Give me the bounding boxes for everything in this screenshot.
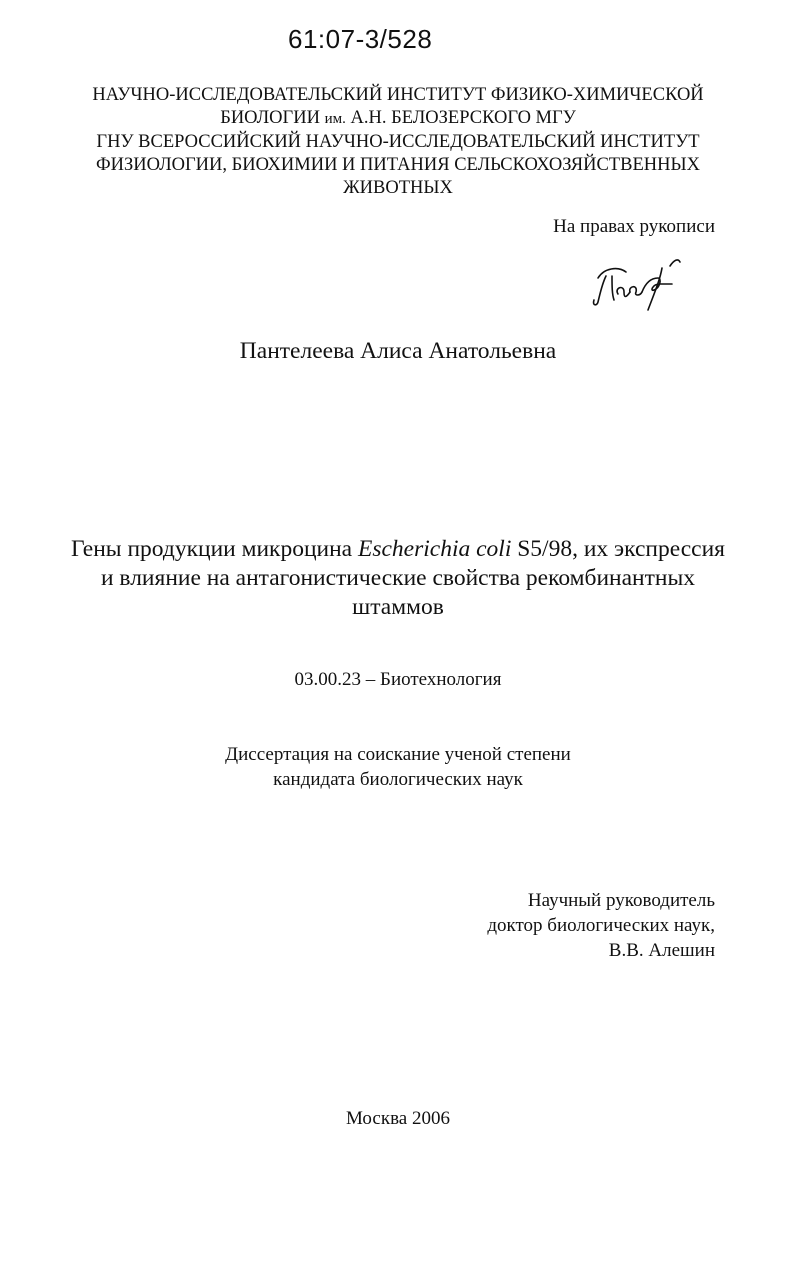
- degree-line-2: кандидата биологических наук: [273, 769, 523, 790]
- supervisor-line-1: Научный руководитель: [527, 890, 715, 911]
- institution-line-2a: БИОЛОГИИ: [220, 108, 325, 128]
- supervisor-line-2: доктор биологических наук,: [487, 915, 715, 936]
- supervisor-block: [487, 888, 715, 963]
- title-species: Escherichia coli: [358, 536, 512, 562]
- signature-icon: [588, 254, 684, 316]
- author-name: Пантелеева Алиса Анатольевна: [239, 338, 557, 364]
- institution-block: [60, 84, 736, 200]
- institution-line-1: НАУЧНО-ИССЛЕДОВАТЕЛЬСКИЙ ИНСТИТУТ ФИЗИКО-ХИМИЧЕСКОЙ: [92, 85, 704, 105]
- institution-line-4: ФИЗИОЛОГИИ, БИОХИМИИ И ПИТАНИЯ СЕЛЬСКОХОЗЯЙСТВЕННЫХ: [96, 155, 700, 175]
- title-line-2: и влияние на антагонистические свойства рекомбинантных: [100, 565, 696, 591]
- institution-line-2: [60, 107, 736, 131]
- city-year: Москва 2006: [346, 1108, 450, 1129]
- institution-line-3: ГНУ ВСЕРОССИЙСКИЙ НАУЧНО-ИССЛЕДОВАТЕЛЬСКИЙ ИНСТИТУТ: [96, 132, 700, 152]
- manuscript-rights: На правах рукописи: [553, 216, 715, 237]
- title-prefix: Гены продукции микроцина: [71, 536, 358, 562]
- institution-line-2b: им.: [324, 111, 346, 127]
- degree-statement: [60, 742, 736, 792]
- thesis-title: [40, 535, 756, 622]
- institution-line-2c: А.Н. БЕЛОЗЕРСКОГО МГУ: [345, 108, 576, 128]
- degree-line-1: Диссертация на соискание ученой степени: [225, 744, 571, 765]
- specialty-code: 03.00.23 – Биотехнология: [294, 669, 502, 690]
- supervisor-line-3: В.В. Алешин: [608, 940, 715, 961]
- catalog-number: 61:07-3/528: [288, 24, 433, 54]
- title-suffix: S5/98, их экспрессия: [511, 536, 725, 562]
- title-line-3: штаммов: [352, 594, 444, 620]
- institution-line-5: ЖИВОТНЫХ: [343, 178, 453, 198]
- title-line-1: [40, 535, 756, 564]
